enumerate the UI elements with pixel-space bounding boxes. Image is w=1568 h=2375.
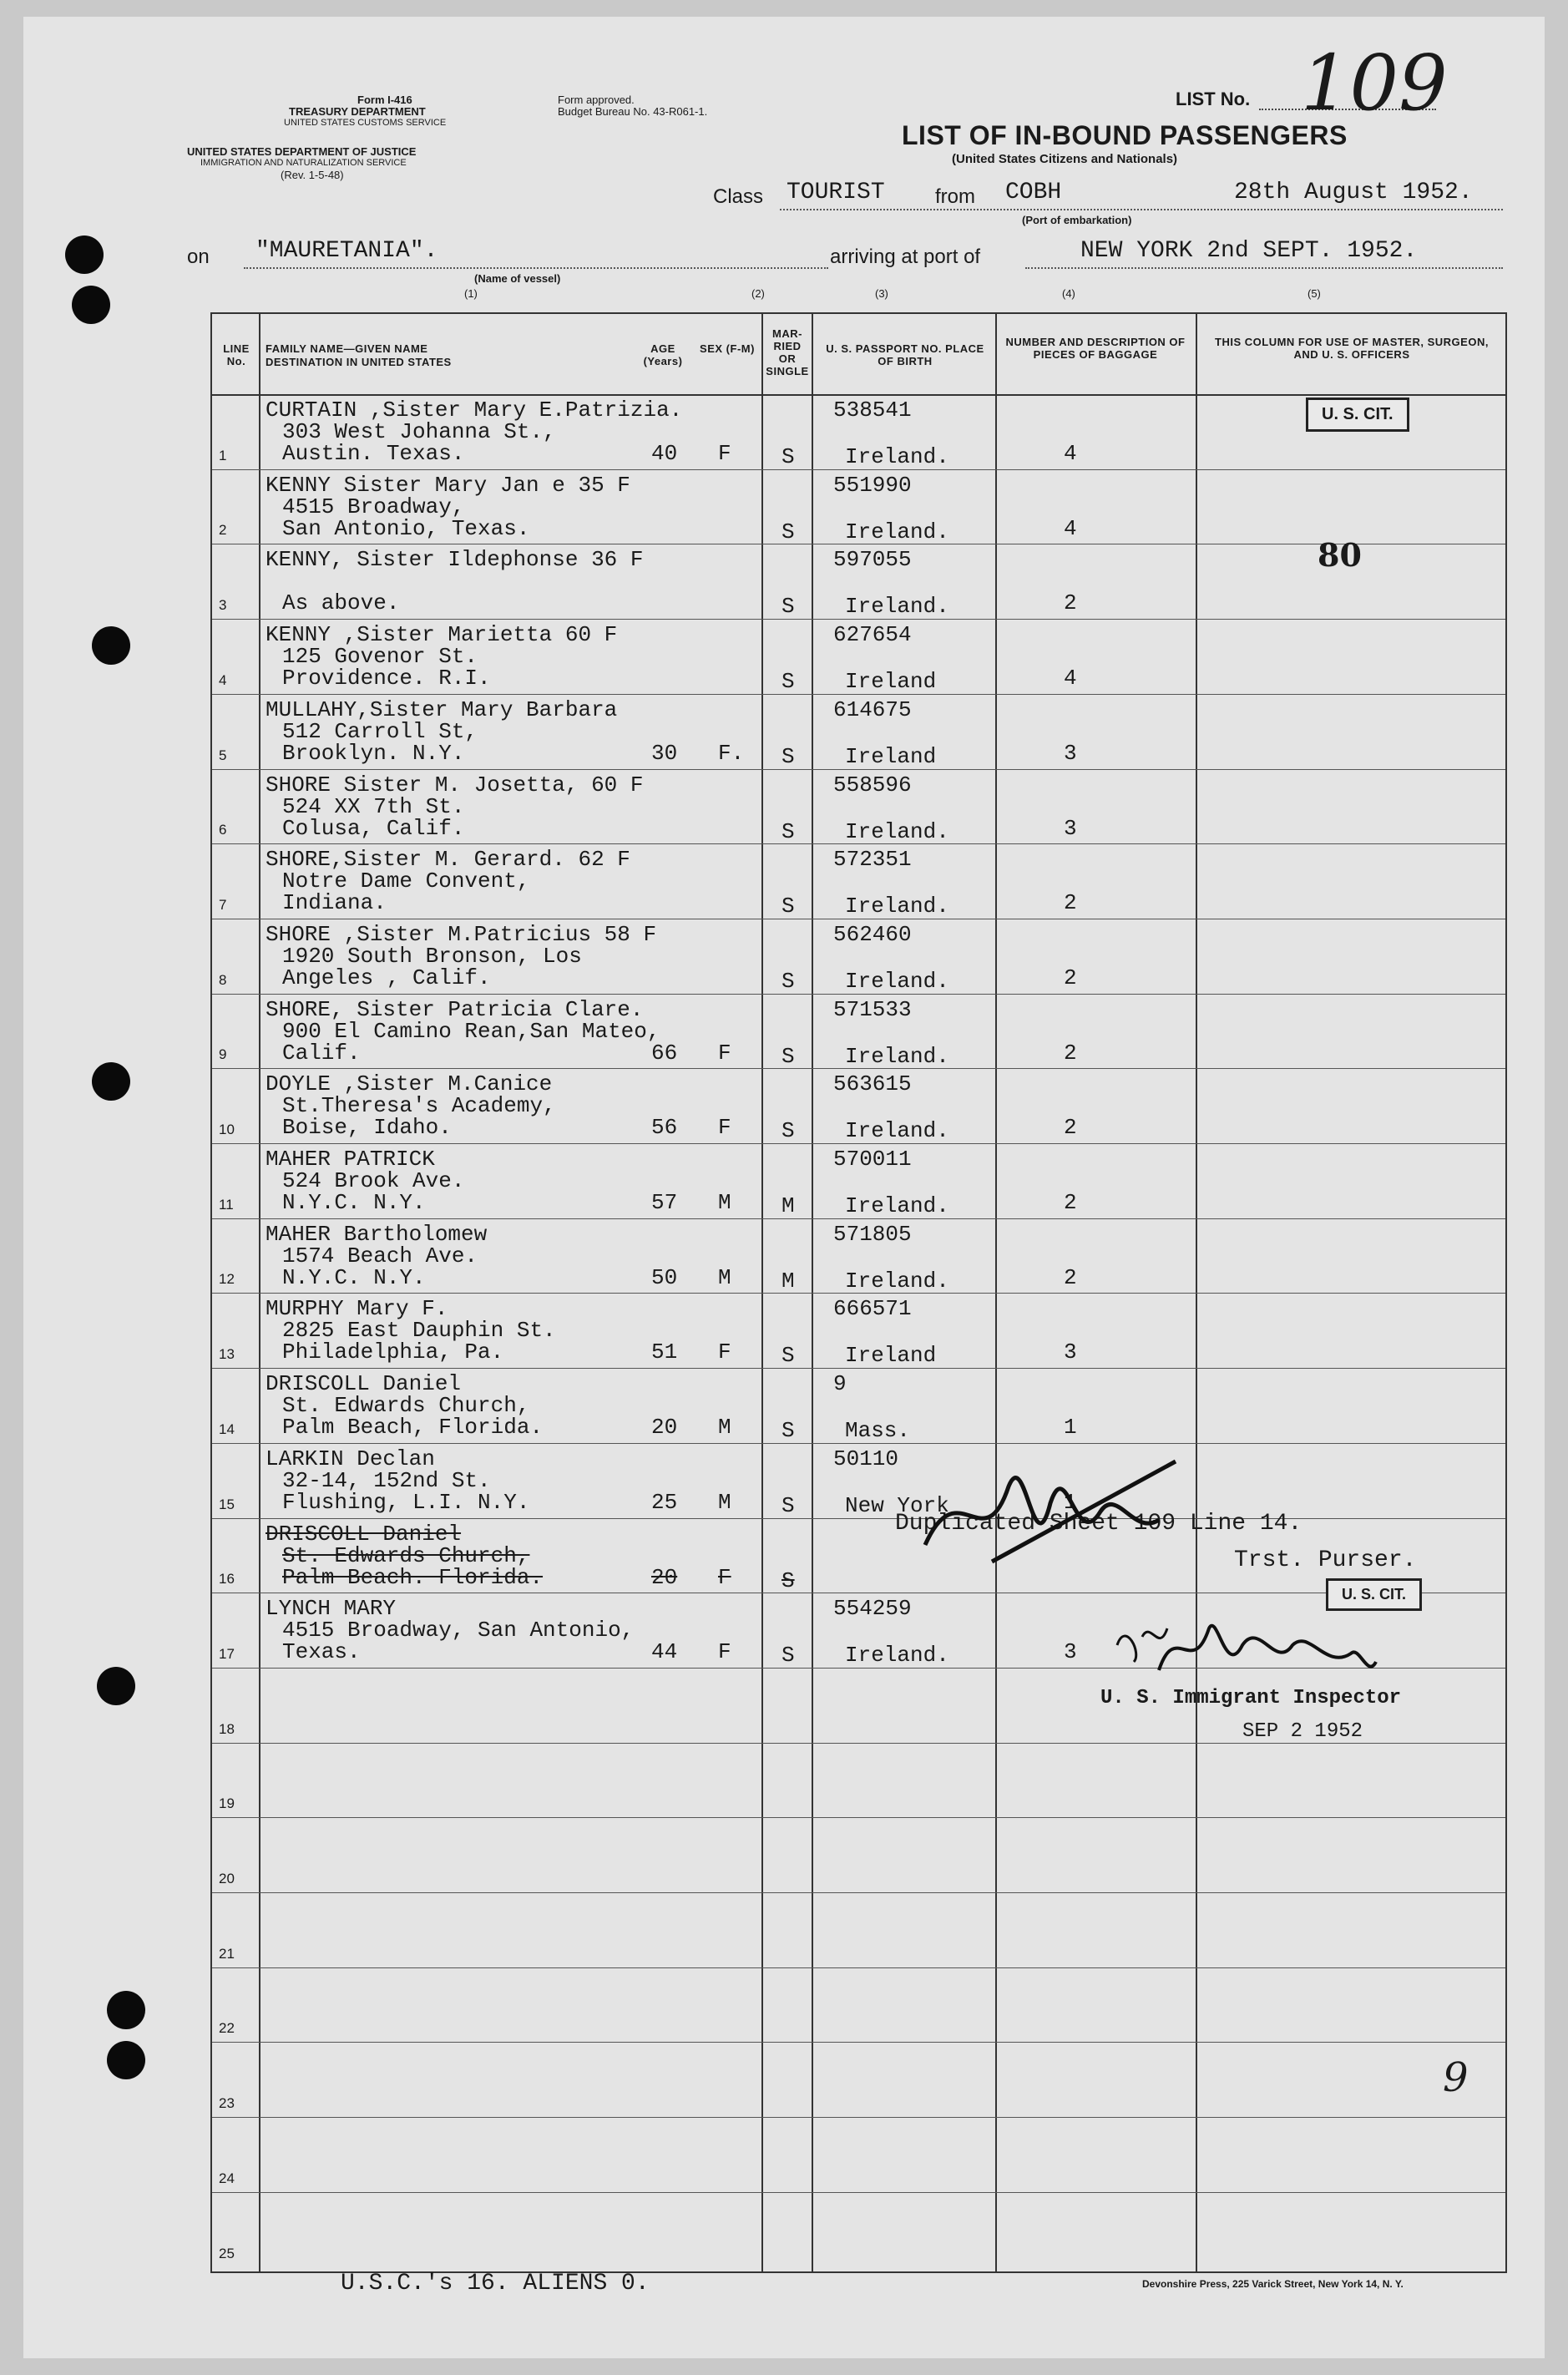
line-number: 10 <box>219 1122 235 1137</box>
inspector-signature <box>1142 1603 1393 1695</box>
passport-number: 562460 <box>833 921 912 947</box>
passenger-age: 50 <box>651 1264 678 1290</box>
baggage-count: 4 <box>1064 515 1077 541</box>
marital-status: S <box>781 669 795 695</box>
line-number: 19 <box>219 1795 235 1812</box>
duplicated-note: Duplicated Sheet 109 Line 14. <box>895 1511 1302 1537</box>
vessel-name: "MAURETANIA". <box>255 238 438 264</box>
line-number: 11 <box>219 1196 234 1213</box>
place-of-birth: Ireland <box>845 1343 937 1369</box>
passenger-age: 40 <box>651 441 678 466</box>
from-label: from <box>935 185 975 208</box>
passenger-count: 80 <box>1318 536 1362 574</box>
on-label: on <box>187 246 210 268</box>
passport-number: 558596 <box>833 772 912 798</box>
row-divider <box>212 2042 1505 2043</box>
margin-mark: 9 <box>1443 2054 1469 2101</box>
passenger-address: 512 Carroll St, <box>282 718 478 744</box>
line-number: 18 <box>219 1720 235 1737</box>
purser-signature <box>908 1436 1209 1587</box>
binder-hole <box>65 235 104 274</box>
us-citizen-stamp-2: U. S. CIT. <box>1326 1578 1422 1611</box>
marital-status: M <box>781 1193 795 1218</box>
passenger-table <box>210 312 1507 2273</box>
class-value: TOURIST <box>787 180 885 205</box>
passenger-address: St.Theresa's Academy, <box>282 1093 556 1119</box>
passport-number: 571533 <box>833 996 912 1022</box>
passenger-city: As above. <box>282 590 400 616</box>
marital-status: S <box>781 818 795 844</box>
place-of-birth: Ireland <box>845 669 937 695</box>
header-sex: SEX (F-M) <box>700 342 755 355</box>
row-divider <box>212 1967 1505 1968</box>
revision: (Rev. 1-5-48) <box>281 169 344 181</box>
col-number-4: (4) <box>1062 287 1075 300</box>
passenger-name: MAHER Bartholomew <box>266 1221 488 1247</box>
passenger-name: SHORE, Sister Patricia Clare. <box>266 996 644 1022</box>
passenger-age: 20 <box>651 1564 678 1590</box>
header-married: MAR-RIED OR SINGLE <box>766 327 809 377</box>
manifest-page <box>23 17 1545 2358</box>
purser-note: Trst. Purser. <box>1234 1547 1417 1573</box>
col-number-1: (1) <box>464 287 478 300</box>
line-number: 9 <box>219 1046 227 1063</box>
passenger-name: SHORE,Sister M. Gerard. 62 F <box>266 847 630 873</box>
binder-hole <box>97 1667 135 1705</box>
col-number-3: (3) <box>875 287 888 300</box>
row-divider <box>212 1817 1505 1818</box>
page-title: LIST OF IN-BOUND PASSENGERS <box>902 120 1348 150</box>
passenger-name: DRISCOLL Daniel <box>266 1371 462 1397</box>
passenger-name: LARKIN Declan <box>266 1446 435 1471</box>
marital-status: S <box>781 594 795 620</box>
form-approved: Form approved. <box>558 94 635 106</box>
header-age: AGE (Years) <box>643 342 683 367</box>
passenger-address: 1920 South Bronson, Los <box>282 943 582 969</box>
printer-credit: Devonshire Press, 225 Varick Street, New York 14, N. Y. <box>1142 2278 1404 2290</box>
line-number: 6 <box>219 822 227 838</box>
class-label: Class <box>713 185 764 208</box>
embarkation-date: 28th August 1952. <box>1234 180 1473 205</box>
passenger-city: Philadelphia, Pa. <box>282 1339 504 1365</box>
passenger-name: LYNCH MARY <box>266 1596 397 1622</box>
passenger-name: MULLAHY,Sister Mary Barbara <box>266 696 618 722</box>
marital-status: S <box>781 1343 795 1369</box>
totals: U.S.C.'s 16. ALIENS 0. <box>341 2271 650 2297</box>
arrival-port-date: NEW YORK 2nd SEPT. 1952. <box>1080 238 1418 264</box>
passenger-address: 524 XX 7th St. <box>282 793 465 819</box>
passenger-address: 32-14, 152nd St. <box>282 1467 491 1493</box>
passenger-address: 2825 East Dauphin St. <box>282 1318 556 1344</box>
passenger-age: 51 <box>651 1339 678 1365</box>
line-number: 4 <box>219 671 227 688</box>
place-of-birth: Ireland. <box>845 894 949 919</box>
passenger-name: KENNY, Sister Ildephonse 36 F <box>266 547 644 573</box>
header-passport: U. S. PASSPORT NO. PLACE OF BIRTH <box>826 342 984 367</box>
passenger-name: DOYLE ,Sister M.Canice <box>266 1071 553 1097</box>
place-of-birth: Ireland. <box>845 594 949 620</box>
col-number-2: (2) <box>751 287 765 300</box>
passenger-address: 125 Govenor St. <box>282 644 478 670</box>
passenger-name: SHORE ,Sister M.Patricius 58 F <box>266 921 657 947</box>
line-number: 25 <box>219 2245 235 2261</box>
passenger-address: 900 El Camino Rean,San Mateo, <box>282 1018 660 1044</box>
baggage-count: 2 <box>1064 1190 1077 1215</box>
baggage-count: 2 <box>1064 890 1077 916</box>
binder-hole <box>72 286 110 324</box>
passenger-city: Flushing, L.I. N.Y. <box>282 1489 530 1515</box>
baggage-count: 2 <box>1064 1040 1077 1066</box>
passenger-city: Providence. R.I. <box>282 666 491 691</box>
passenger-name: KENNY ,Sister Marietta 60 F <box>266 622 618 648</box>
passenger-city: Indiana. <box>282 890 387 916</box>
baggage-count: 3 <box>1064 815 1077 841</box>
embarkation-caption: (Port of embarkation) <box>1022 214 1132 226</box>
passenger-sex: M <box>718 1489 731 1515</box>
marital-status: S <box>781 1418 795 1444</box>
col-number-5: (5) <box>1308 287 1321 300</box>
line-number: 3 <box>219 597 227 614</box>
class-line <box>780 209 1503 210</box>
justice-label: UNITED STATES DEPARTMENT OF JUSTICE <box>187 145 417 158</box>
form-number: Form I-416 <box>357 94 412 106</box>
passenger-address: 4515 Broadway, San Antonio, <box>282 1618 635 1643</box>
marital-status: S <box>781 444 795 469</box>
passenger-name: DRISCOLL Daniel <box>266 1521 462 1547</box>
line-number: 20 <box>219 1871 235 1886</box>
header-baggage: NUMBER AND DESCRIPTION OF PIECES OF BAGGAGE <box>1005 336 1186 361</box>
page-subtitle: (United States Citizens and Nationals) <box>952 152 1178 166</box>
initials-mark <box>1109 1612 1176 1670</box>
row-divider <box>212 1892 1505 1893</box>
line-number: 7 <box>219 896 227 913</box>
baggage-count: 4 <box>1064 441 1077 466</box>
binder-hole <box>92 626 130 665</box>
place-of-birth: Ireland. <box>845 968 949 994</box>
passenger-age: 44 <box>651 1639 678 1665</box>
treasury-label: TREASURY DEPARTMENT <box>289 105 426 118</box>
line-number: 22 <box>219 2020 235 2037</box>
arriving-label: arriving at port of <box>830 246 981 268</box>
place-of-birth: Ireland. <box>845 1643 949 1669</box>
passenger-city: Calif. <box>282 1040 361 1066</box>
binder-hole <box>107 1991 145 2029</box>
place-of-birth: Ireland. <box>845 1043 949 1069</box>
passport-number: 50110 <box>833 1446 899 1471</box>
passport-number: 571805 <box>833 1221 912 1247</box>
marital-status: S <box>781 1643 795 1669</box>
passenger-name: CURTAIN ,Sister Mary E.Patrizia. <box>266 398 683 423</box>
passenger-age: 20 <box>651 1415 678 1441</box>
passenger-address: 524 Brook Ave. <box>282 1168 465 1193</box>
line-number: 16 <box>219 1571 235 1588</box>
passenger-age: 56 <box>651 1115 678 1141</box>
passport-number: 614675 <box>833 696 912 722</box>
passport-number: 597055 <box>833 547 912 573</box>
baggage-count: 2 <box>1064 1115 1077 1141</box>
passport-number: 554259 <box>833 1596 912 1622</box>
passenger-name: SHORE Sister M. Josetta, 60 F <box>266 772 644 798</box>
passenger-sex: F <box>718 1564 731 1590</box>
binder-hole <box>107 2041 145 2079</box>
passenger-city: N.Y.C. N.Y. <box>282 1264 426 1290</box>
arrival-line <box>1025 267 1503 269</box>
passport-number: 572351 <box>833 847 912 873</box>
list-number: 109 <box>1301 38 1448 128</box>
binder-hole <box>92 1062 130 1101</box>
port-of-embarkation: COBH <box>1005 180 1062 205</box>
baggage-count: 2 <box>1064 590 1077 616</box>
line-number: 1 <box>219 447 227 463</box>
header-line-no: LINE No. <box>223 342 250 367</box>
place-of-birth: Mass. <box>845 1418 911 1444</box>
us-citizen-stamp: U. S. CIT. <box>1306 398 1409 432</box>
ins-label: IMMIGRATION AND NATURALIZATION SERVICE <box>200 158 407 168</box>
passport-number: 627654 <box>833 622 912 648</box>
line-number: 5 <box>219 747 227 763</box>
list-no-label: LIST No. <box>1176 89 1251 109</box>
marital-status: S <box>781 519 795 544</box>
customs-label: UNITED STATES CUSTOMS SERVICE <box>284 118 447 128</box>
vessel-caption: (Name of vessel) <box>474 272 561 285</box>
passenger-address: St. Edwards Church, <box>282 1393 530 1419</box>
passenger-sex: M <box>718 1415 731 1441</box>
line-number: 2 <box>219 522 227 539</box>
passenger-name: MURPHY Mary F. <box>266 1296 448 1322</box>
passenger-city: Boise, Idaho. <box>282 1115 452 1141</box>
passenger-address: St. Edwards Church, <box>282 1542 530 1568</box>
passenger-city: San Antonio, Texas. <box>282 515 530 541</box>
passenger-sex: F <box>718 1639 731 1665</box>
passenger-city: Texas. <box>282 1639 361 1665</box>
place-of-birth: Ireland. <box>845 818 949 844</box>
baggage-count: 2 <box>1064 1264 1077 1290</box>
passenger-address: 4515 Broadway, <box>282 494 465 519</box>
marital-status: S <box>781 1492 795 1518</box>
place-of-birth: Ireland. <box>845 1193 949 1218</box>
passenger-address: Notre Dame Convent, <box>282 868 530 894</box>
place-of-birth: Ireland. <box>845 1118 949 1144</box>
line-number: 24 <box>219 2170 235 2186</box>
marital-status: S <box>781 743 795 769</box>
passport-number: 666571 <box>833 1296 912 1322</box>
passenger-city: Colusa, Calif. <box>282 815 465 841</box>
passenger-sex: F. <box>718 740 745 766</box>
passenger-age: 30 <box>651 740 678 766</box>
passport-number: 570011 <box>833 1147 912 1172</box>
passenger-sex: F <box>718 1339 731 1365</box>
marital-status: S <box>781 1043 795 1069</box>
passenger-city: Palm Beach, Florida. <box>282 1415 544 1441</box>
line-number: 12 <box>219 1271 235 1288</box>
place-of-birth: Ireland. <box>845 1268 949 1294</box>
passenger-sex: F <box>718 1040 731 1066</box>
place-of-birth: Ireland <box>845 743 937 769</box>
passenger-sex: M <box>718 1190 731 1215</box>
passenger-age: 66 <box>651 1040 678 1066</box>
passenger-city: Angeles , Calif. <box>282 965 491 990</box>
line-number: 15 <box>219 1496 235 1512</box>
line-number: 13 <box>219 1346 235 1363</box>
place-of-birth: New York <box>845 1492 949 1518</box>
budget-bureau: Budget Bureau No. 43-R061-1. <box>558 105 708 118</box>
place-of-birth: Ireland. <box>845 444 949 469</box>
passport-number: 9 <box>833 1371 847 1397</box>
baggage-count: 3 <box>1064 1339 1077 1365</box>
baggage-count: 4 <box>1064 666 1077 691</box>
header-officers: THIS COLUMN FOR USE OF MASTER, SURGEON, AND U. S. OFFICERS <box>1215 336 1489 361</box>
baggage-count: 2 <box>1064 965 1077 990</box>
baggage-count: 3 <box>1064 740 1077 766</box>
inspector-label: U. S. Immigrant Inspector <box>1100 1687 1402 1709</box>
passenger-name: KENNY Sister Mary Jan e 35 F <box>266 472 630 498</box>
date-stamp: SEP 2 1952 <box>1242 1720 1363 1743</box>
line-number: 14 <box>219 1420 235 1437</box>
passenger-age: 25 <box>651 1489 678 1515</box>
marital-status: M <box>781 1268 795 1294</box>
passenger-sex: M <box>718 1264 731 1290</box>
passenger-address: 1574 Beach Ave. <box>282 1243 478 1269</box>
marital-status: S <box>781 968 795 994</box>
passenger-city: Brooklyn. N.Y. <box>282 740 465 766</box>
passenger-name: MAHER PATRICK <box>266 1147 435 1172</box>
line-number: 8 <box>219 971 227 988</box>
baggage-count: 1 <box>1064 1489 1077 1515</box>
row-divider <box>212 2192 1505 2193</box>
header-destination: DESTINATION IN UNITED STATES <box>266 356 452 368</box>
marital-status: S <box>781 1118 795 1144</box>
baggage-count: 1 <box>1064 1415 1077 1441</box>
row-divider <box>212 2117 1505 2118</box>
baggage-count: 3 <box>1064 1639 1077 1665</box>
passport-number: 563615 <box>833 1071 912 1097</box>
passenger-city: Austin. Texas. <box>282 441 465 466</box>
vessel-line <box>244 267 828 269</box>
line-number: 21 <box>219 1945 235 1962</box>
header-name: FAMILY NAME—GIVEN NAME <box>266 342 428 355</box>
passenger-sex: F <box>718 1115 731 1141</box>
line-number: 23 <box>219 2095 235 2112</box>
passenger-age: 57 <box>651 1190 678 1215</box>
place-of-birth: Ireland. <box>845 519 949 544</box>
marital-status: S <box>781 1567 795 1593</box>
line-number: 17 <box>219 1645 235 1662</box>
passenger-address: 303 West Johanna St., <box>282 419 556 444</box>
passport-number: 538541 <box>833 398 912 423</box>
passenger-city: Palm Beach. Florida. <box>282 1564 544 1590</box>
passport-number: 551990 <box>833 472 912 498</box>
passenger-city: N.Y.C. N.Y. <box>282 1190 426 1215</box>
marital-status: S <box>781 894 795 919</box>
passenger-sex: F <box>718 441 731 466</box>
